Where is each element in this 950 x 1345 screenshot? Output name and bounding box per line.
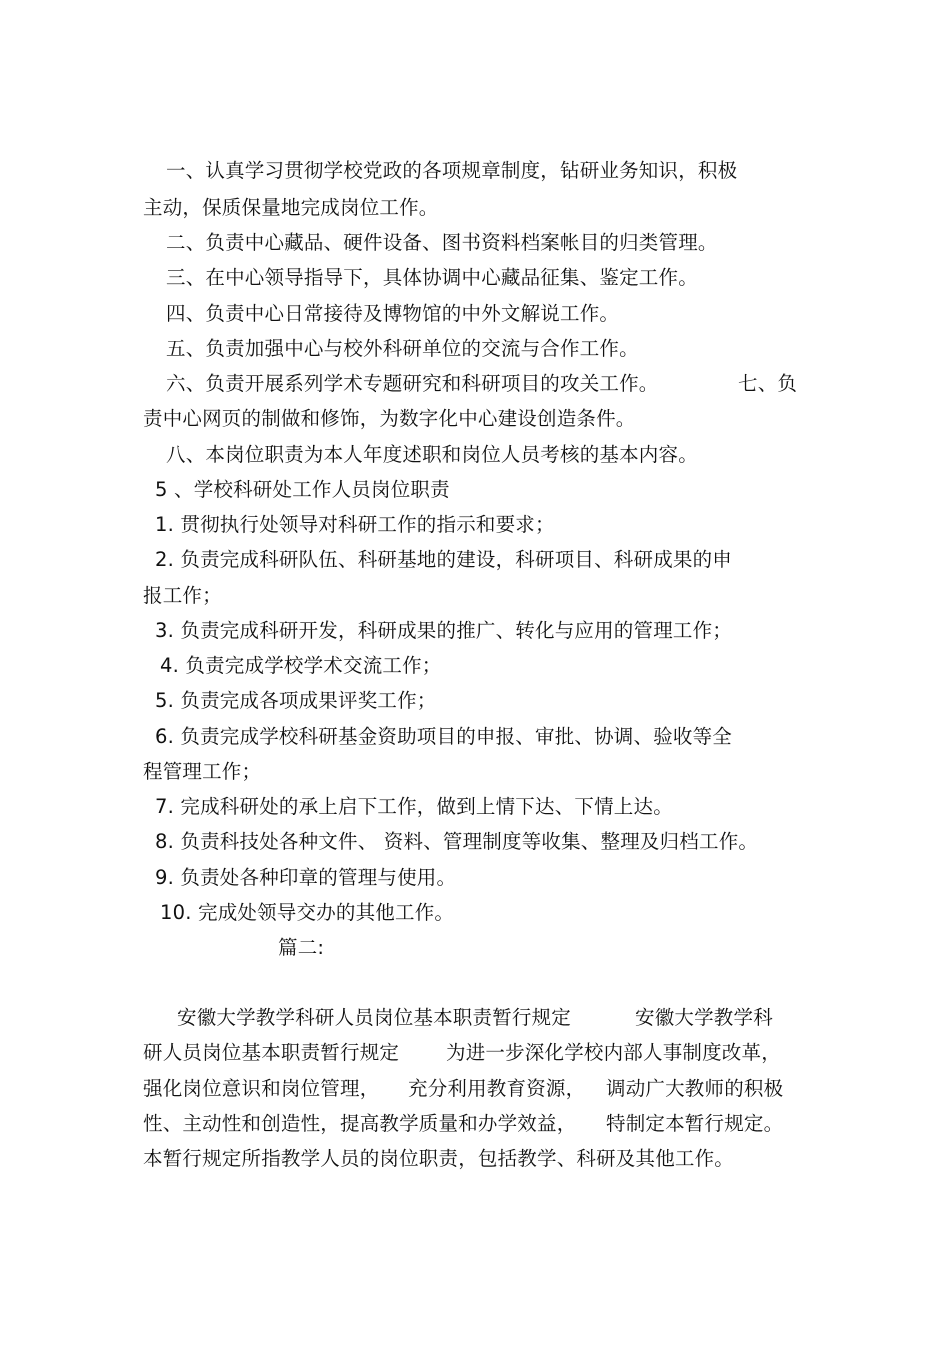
text-line: 强化岗位意识和岗位管理，	[143, 1077, 380, 1100]
text-line: 安徽大学教学科	[635, 1006, 773, 1029]
text-line: 7. 完成科研处的承上启下工作，做到上情下达、下情上达。	[155, 795, 673, 818]
text-line: 研人员岗位基本职责暂行规定	[143, 1041, 400, 1064]
text-line: 报工作；	[143, 584, 222, 607]
text-line: 主动，保质保量地完成岗位工作。	[143, 196, 439, 219]
text-line: 性、主动性和创造性，提高教学质量和办学效益，	[143, 1112, 577, 1135]
text-line: 六、负责开展系列学术专题研究和科研项目的攻关工作。	[166, 372, 659, 395]
text-line: 5. 负责完成各项成果评奖工作；	[155, 689, 437, 712]
text-line: 4. 负责完成学校学术交流工作；	[160, 654, 442, 677]
text-line: 1. 贯彻执行处领导对科研工作的指示和要求；	[155, 513, 555, 536]
text-line: 特制定本暂行规定。	[606, 1112, 784, 1135]
text-line: 一、认真学习贯彻学校党政的各项规章制度，钻研业务知识，积极	[166, 159, 738, 182]
text-line: 充分利用教育资源，	[408, 1077, 586, 1100]
text-line: 四、负责中心日常接待及博物馆的中外文解说工作。	[166, 302, 620, 325]
text-line: 七、负	[738, 372, 798, 395]
section-heading: 篇二:	[278, 936, 325, 959]
text-line: 为进一步深化学校内部人事制度改革，	[446, 1041, 781, 1064]
text-line: 八、本岗位职责为本人年度述职和岗位人员考核的基本内容。	[166, 443, 698, 466]
text-line: 6. 负责完成学校科研基金资助项目的申报、审批、协调、验收等全	[155, 725, 733, 748]
text-line: 2. 负责完成科研队伍、科研基地的建设，科研项目、科研成果的申	[155, 548, 733, 571]
text-line: 本暂行规定所指教学人员的岗位职责，包括教学、科研及其他工作。	[143, 1147, 735, 1170]
text-line: 3. 负责完成科研开发，科研成果的推广、转化与应用的管理工作；	[155, 619, 733, 642]
text-line: 调动广大教师的积极	[606, 1077, 784, 1100]
text-line: 10. 完成处领导交办的其他工作。	[160, 901, 455, 924]
text-line: 8. 负责科技处各种文件、 资料、管理制度等收集、整理及归档工作。	[155, 830, 759, 853]
text-line: 三、在中心领导指导下，具体协调中心藏品征集、鉴定工作。	[166, 266, 698, 289]
text-line: 二、负责中心藏品、硬件设备、图书资料档案帐目的归类管理。	[166, 231, 718, 254]
text-line: 责中心网页的制做和修饰，为数字化中心建设创造条件。	[143, 407, 636, 430]
text-line: 五、负责加强中心与校外科研单位的交流与合作工作。	[166, 337, 639, 360]
text-line: 9. 负责处各种印章的管理与使用。	[155, 866, 457, 889]
text-line: 安徽大学教学科研人员岗位基本职责暂行规定	[177, 1006, 572, 1029]
text-line: 程管理工作；	[143, 760, 262, 783]
section-heading: 5 、学校科研处工作人员岗位职责	[155, 478, 450, 501]
